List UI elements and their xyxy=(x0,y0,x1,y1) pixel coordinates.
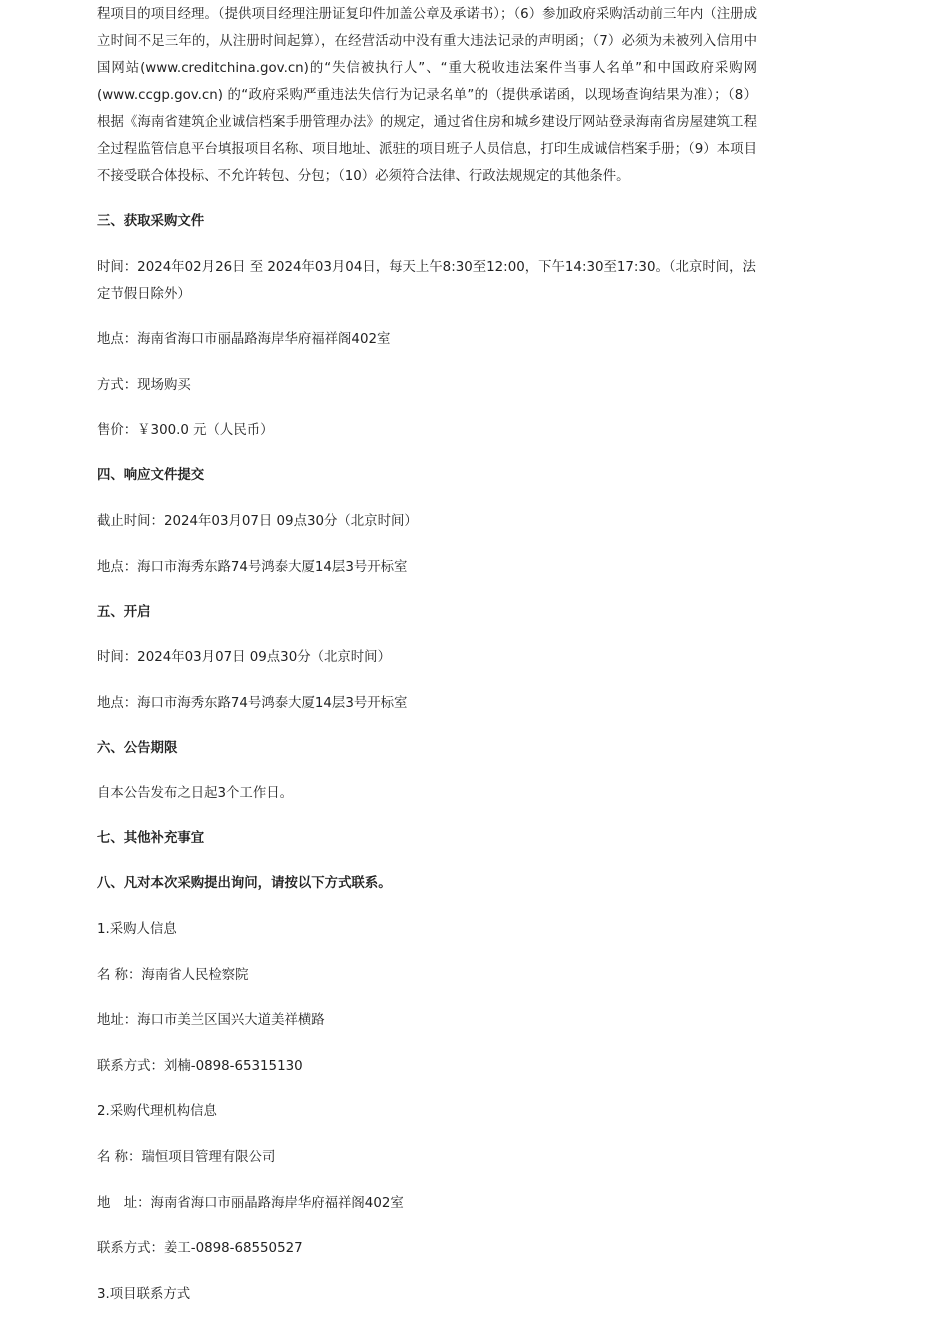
section-heading-contact: 八、凡对本次采购提出询问，请按以下方式联系。 xyxy=(97,876,392,892)
announcement-body xyxy=(97,0,757,1308)
submission-deadline: 截止时间：2024年03月07日 09点30分（北京时间） xyxy=(97,513,418,529)
purchaser-name: 名 称：海南省人民检察院 xyxy=(97,967,249,983)
section-heading-obtain-documents: 三、获取采购文件 xyxy=(97,214,205,229)
document-price: 售价：￥300.0 元（人民币） xyxy=(97,423,274,439)
obtain-time: 时间：2024年02月26日 至 2024年03月04日，每天上午8:30至12:00，下午14:30至17:30。（北京时间，法定节假日除外） xyxy=(97,259,756,302)
opening-time: 时间：2024年03月07日 09点30分（北京时间） xyxy=(97,650,391,666)
purchaser-info-title: 1.采购人信息 xyxy=(97,921,177,937)
section-heading-opening: 五、开启 xyxy=(97,604,151,620)
project-contact-title: 3.项目联系方式 xyxy=(97,1286,191,1302)
notice-period-text: 自本公告发布之日起3个工作日。 xyxy=(97,786,293,802)
section-heading-submission: 四、响应文件提交 xyxy=(97,468,205,484)
agency-info-title: 2.采购代理机构信息 xyxy=(97,1104,217,1120)
agency-contact: 联系方式：姜工-0898-68550527 xyxy=(97,1241,303,1257)
qualification-requirements-paragraph: 程项目的项目经理。（提供项目经理注册证复印件加盖公章及承诺书）；（6）参加政府采购活动前三年内（注册成立时间不足三年的，从注册时间起算），在经营活动中没有重大违法记录的声明函；（7）必须为未被列入信用中国网站(www.creditchina.gov.cn)的“失信被执行人”、“重大税收违法案件当事人名单”和中国政府采购网(www.ccgp.gov.cn) 的“政府采购严重违法失信行为记录名单”的（提供承诺函，以现场查询结果为准）；（8）根据《海南省建筑企业诚信档案手册管理办法》的规定，通过省住房和城乡建设厅网站登录海南省房屋建筑工程全过程监管信息平台填报项目名称、项目地址、派驻的项目班子人员信息，打印生成诚信档案手册；（9）本项目不接受联合体投标、不允许转包、分包；（10）必须符合法律、行政法规规定的其他条件。 xyxy=(97,7,757,184)
section-heading-other-matters: 七、其他补充事宜 xyxy=(97,831,205,847)
purchaser-contact: 联系方式：刘楠-0898-65315130 xyxy=(97,1058,303,1074)
submission-place: 地点：海口市海秀东路74号鸿泰大厦14层3号开标室 xyxy=(97,559,408,575)
purchaser-address: 地址：海口市美兰区国兴大道美祥横路 xyxy=(97,1013,325,1029)
agency-name: 名 称：瑞恒项目管理有限公司 xyxy=(97,1149,276,1165)
opening-place: 地点：海口市海秀东路74号鸿泰大厦14层3号开标室 xyxy=(97,695,408,711)
obtain-place: 地点：海南省海口市丽晶路海岸华府福祥阁402室 xyxy=(97,332,391,348)
section-heading-notice-period: 六、公告期限 xyxy=(97,740,178,756)
agency-address: 地 址：海南省海口市丽晶路海岸华府福祥阁402室 xyxy=(97,1195,404,1211)
obtain-method: 方式：现场购买 xyxy=(97,377,191,393)
